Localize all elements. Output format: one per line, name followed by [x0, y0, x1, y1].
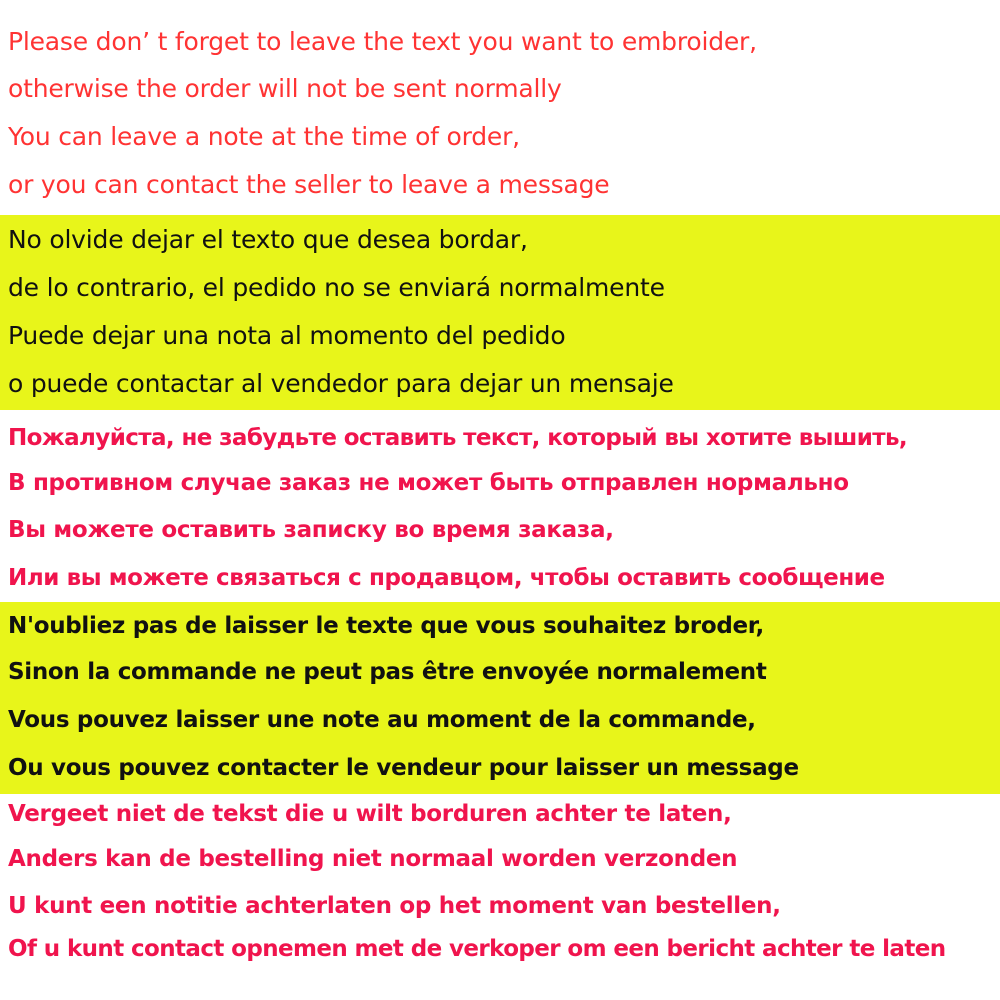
french-notice [0, 602, 1000, 794]
spanish-notice [0, 215, 1000, 410]
dutch-notice [0, 794, 1000, 1000]
dutch-line-2: Anders kan de bestelling niet normaal worden verzonden [8, 846, 738, 872]
english-line-3: You can leave a note at the time of order, [8, 122, 520, 151]
dutch-line-3: U kunt een notitie achterlaten op het moment van bestellen, [8, 893, 781, 919]
french-line-2: Sinon la commande ne peut pas être envoyée normalement [8, 659, 767, 685]
russian-notice [0, 410, 1000, 602]
dutch-line-4: Of u kunt contact opnemen met de verkoper om een bericht achter te laten [8, 936, 946, 962]
english-line-2: otherwise the order will not be sent normally [8, 74, 562, 103]
spanish-line-1: No olvide dejar el texto que desea bordar, [8, 225, 528, 254]
french-line-3: Vous pouvez laisser une note au moment de la commande, [8, 707, 756, 733]
english-line-4: or you can contact the seller to leave a message [8, 170, 610, 199]
spanish-line-4: o puede contactar al vendedor para dejar un mensaje [8, 369, 674, 398]
russian-line-2: В противном случае заказ не может быть отправлен нормально [8, 470, 849, 496]
russian-line-4: Или вы можете связаться с продавцом, чтобы оставить сообщение [8, 565, 885, 591]
english-notice [0, 0, 1000, 215]
french-line-1: N'oubliez pas de laisser le texte que vous souhaitez broder, [8, 613, 764, 639]
english-line-1: Please don’ t forget to leave the text you want to embroider, [8, 27, 757, 56]
russian-line-3: Вы можете оставить записку во время заказа, [8, 517, 614, 543]
dutch-line-1: Vergeet niet de tekst die u wilt borduren achter te laten, [8, 801, 732, 827]
french-line-4: Ou vous pouvez contacter le vendeur pour laisser un message [8, 755, 799, 781]
russian-line-1: Пожалуйста, не забудьте оставить текст, который вы хотите вышить, [8, 425, 908, 451]
spanish-line-3: Puede dejar una nota al momento del pedido [8, 321, 566, 350]
spanish-line-2: de lo contrario, el pedido no se enviará normalmente [8, 273, 665, 302]
